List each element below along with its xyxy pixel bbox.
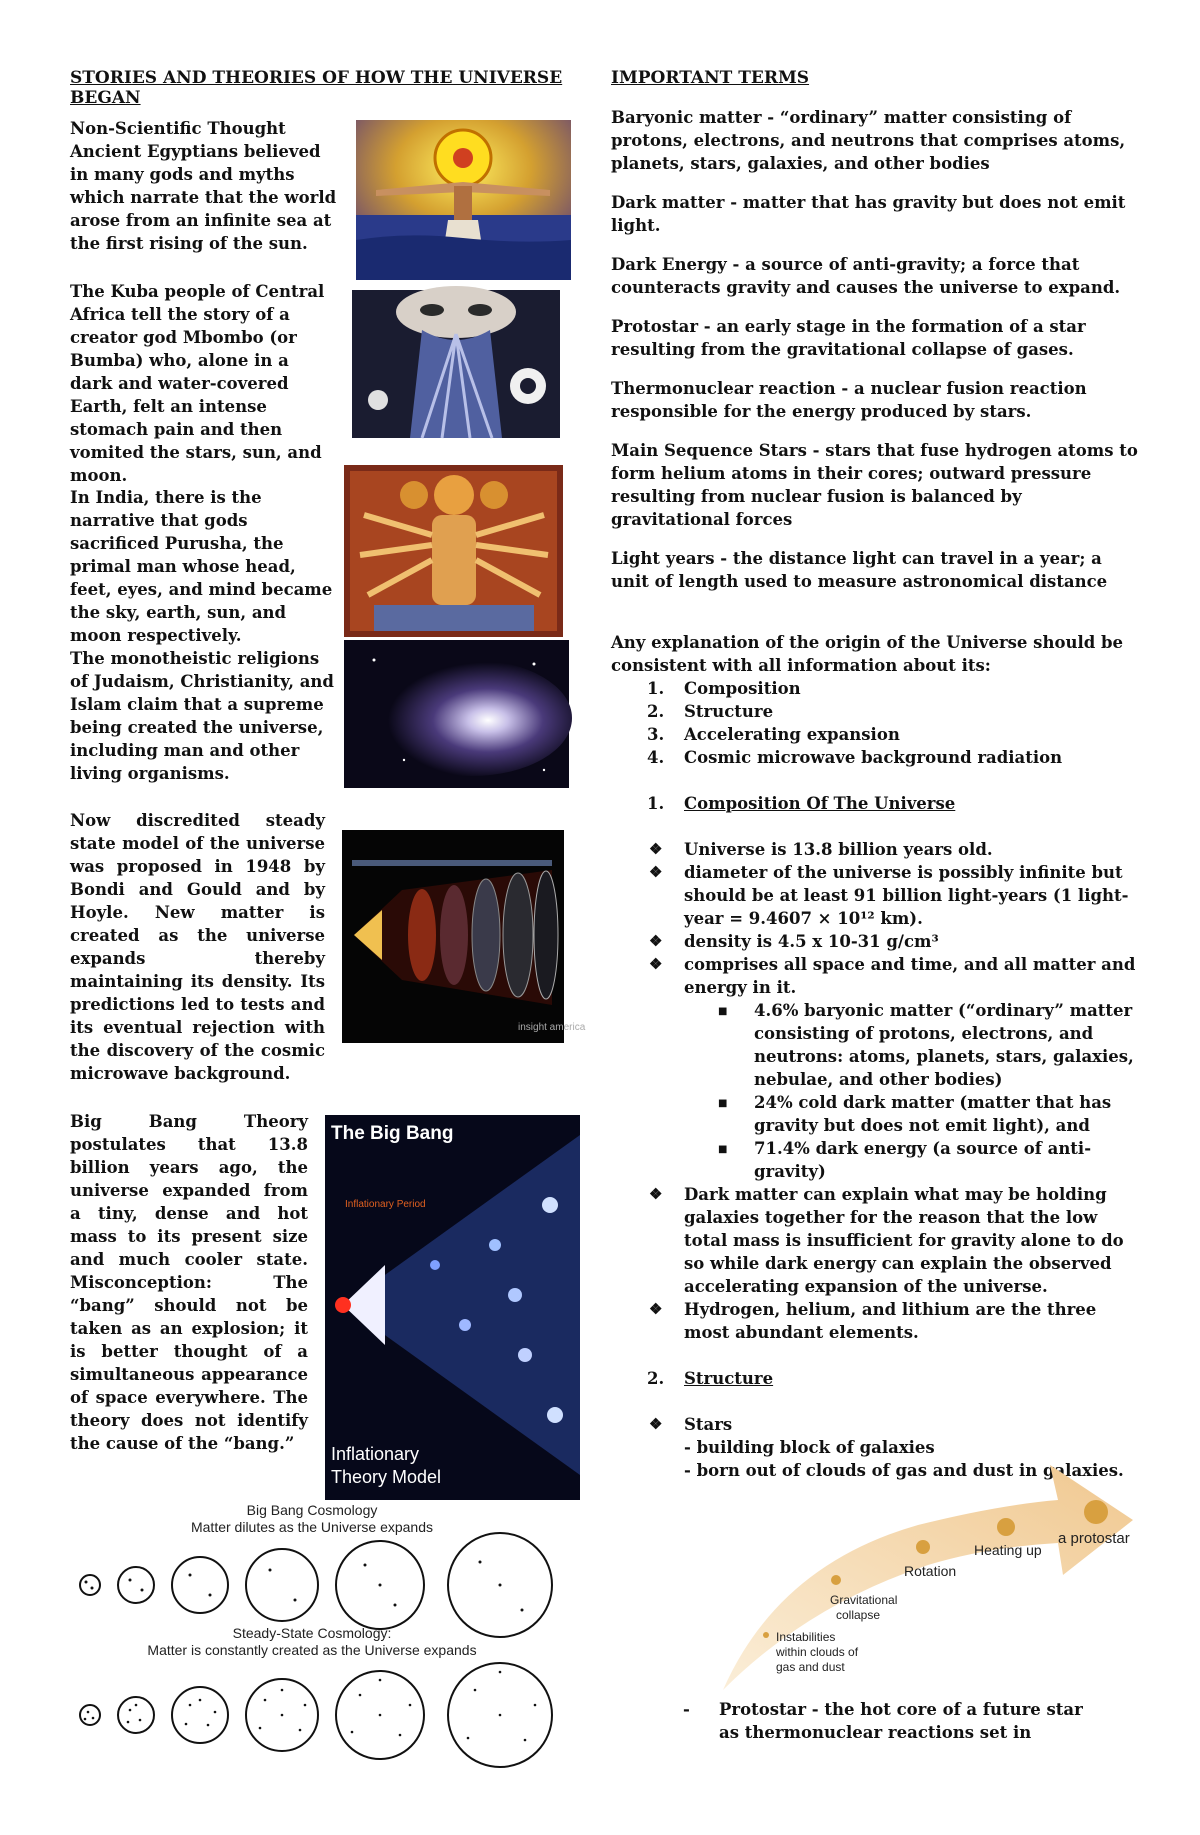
kuba-text: The Kuba people of Central Africa tell the story of a creator god Mbombo (or Bumba) who, alone in a dark and water-covered Earth, felt an intense stomach pain and then vomited the stars, sun, and moon. bbox=[70, 282, 325, 485]
arrow-step-1c: gas and dust bbox=[776, 1660, 845, 1674]
term-dark-matter: Dark matter - matter that has gravity but does not emit light. bbox=[611, 193, 1126, 235]
protostar-arrow-diagram bbox=[718, 1455, 1138, 1695]
left-heading: STORIES AND THEORIES OF HOW THE UNIVERSE BEGAN bbox=[70, 68, 563, 108]
structure-bullet: ❖ Stars bbox=[649, 1415, 733, 1434]
composition-bullet: ❖ diameter of the universe is possibly infinite but should be at least 91 billion light-years (1 light-year = 9.4607 × 10¹² km). bbox=[649, 863, 1129, 928]
protostar-note-text: Protostar - the hot core of a future star as thermonuclear reactions set in bbox=[719, 1700, 1083, 1742]
arrow-step-5: a protostar bbox=[1058, 1530, 1130, 1547]
egypt-sun-god-image bbox=[356, 120, 571, 280]
composition-bullet: ❖ comprises all space and time, and all matter and energy in it. bbox=[649, 955, 1136, 997]
egypt-text: Ancient Egyptians believed in many gods and myths which narrate that the world arose from an infinite sea at the first rising of the sun. bbox=[70, 142, 337, 253]
composition-bullet: ❖ Dark matter can explain what may be holding galaxies together for the reason that the low total mass is insufficient for gravity alone to do so while dark energy can explain the observed accelerating expansion of the universe. bbox=[649, 1185, 1124, 1296]
composition-list bbox=[611, 838, 1141, 1344]
term-thermonuclear: Thermonuclear reaction - a nuclear fusion reaction responsible for the energy produced by stars. bbox=[611, 379, 1087, 421]
steady-cosmology-sub: Matter is constantly created as the Universe expands bbox=[147, 1642, 477, 1658]
composition-subbullet: ■ 4.6% baryonic matter (“ordinary” matter consisting of protons, electrons, and neutrons: atoms, planets, stars, galaxies, nebulae, and other bodies) bbox=[718, 1001, 1134, 1089]
big-bang-caption-1: Inflationary bbox=[331, 1444, 420, 1464]
kuba-section bbox=[70, 280, 335, 487]
structure-heading: 2. Structure bbox=[647, 1369, 774, 1388]
protostar-dash: - bbox=[683, 1700, 690, 1719]
cosmology-diagram bbox=[70, 1500, 580, 1765]
steady-watermark: insight america bbox=[518, 1022, 586, 1033]
structure-line: - born out of clouds of gas and dust in galaxies. bbox=[684, 1461, 1124, 1480]
composition-subbullet: ■ 71.4% dark energy (a source of anti-gravity) bbox=[718, 1139, 1092, 1181]
galaxy-image bbox=[344, 640, 569, 788]
composition-subbullet: ■ 24% cold dark matter (matter that has gravity but does not emit light), and bbox=[718, 1093, 1112, 1135]
kuba-mbombo-image bbox=[352, 290, 560, 438]
origin-item: 1. Composition bbox=[647, 679, 801, 698]
composition-bullet: ❖ density is 4.5 x 10-31 g/cm³ bbox=[649, 932, 939, 951]
protostar-note bbox=[683, 1698, 1103, 1744]
steady-text: Now discredited steady state model of the universe was proposed in 1948 by Bondi and Gould and by Hoyle. New matter is created as the universe expands thereby maintaining its density. Its predictions led to tests and its eventual rejection with the discovery of the cosmic microwave background. bbox=[70, 811, 325, 1083]
mono-section bbox=[70, 647, 335, 785]
arrow-step-2b: collapse bbox=[836, 1608, 881, 1622]
term-protostar: Protostar - an early stage in the formation of a star resulting from the gravitational collapse of gases. bbox=[611, 317, 1086, 359]
inflationary-period-label: Inflationary Period bbox=[345, 1199, 426, 1210]
arrow-step-3: Rotation bbox=[904, 1563, 957, 1579]
origin-intro: Any explanation of the origin of the Universe should be consistent with all information about its: bbox=[611, 633, 1124, 675]
big-bang-image bbox=[325, 1115, 580, 1500]
egypt-section bbox=[70, 117, 340, 255]
arrow-step-1a: Instabilities bbox=[776, 1630, 836, 1644]
arrow-step-1b: within clouds of bbox=[776, 1645, 859, 1659]
composition-bullet: ❖ Hydrogen, helium, and lithium are the three most abundant elements. bbox=[649, 1300, 1097, 1342]
arrow-step-4: Heating up bbox=[974, 1542, 1042, 1558]
right-heading: IMPORTANT TERMS bbox=[611, 68, 810, 88]
composition-heading: 1. Composition Of The Universe bbox=[647, 794, 956, 813]
term-light-years: Light years - the distance light can travel in a year; a unit of length used to measure astronomical distance bbox=[611, 549, 1108, 591]
mono-text: The monotheistic religions of Judaism, Christianity, and Islam claim that a supreme being created the universe, including man and other living organisms. bbox=[70, 649, 334, 783]
origin-section bbox=[611, 631, 1141, 1482]
right-column bbox=[611, 68, 1141, 1482]
big-bang-cosmology-sub: Matter dilutes as the Universe expands bbox=[190, 1519, 434, 1535]
composition-bullet: ❖ Universe is 13.8 billion years old. bbox=[649, 840, 993, 859]
term-main-sequence: Main Sequence Stars - stars that fuse hydrogen atoms to form helium atoms in their cores; outward pressure resulting from nuclear fusion is balanced by gravitational forces bbox=[611, 441, 1138, 529]
bigbang-text: Big Bang Theory postulates that 13.8 billion years ago, the universe expanded from a tiny, dense and hot mass to its present size and much cooler state. Misconception: The “bang” should not be taken as an explosion; it is better thought of a simultaneous appearance of space everywhere. The theory does not identify the cause of the “bang.” bbox=[70, 1112, 308, 1453]
egypt-title: Non-Scientific Thought bbox=[70, 119, 286, 138]
term-baryonic: Baryonic matter - “ordinary” matter consisting of protons, electrons, and neutrons that comprises atoms, planets, stars, galaxies, and other bodies bbox=[611, 108, 1126, 173]
big-bang-cosmology-title: Big Bang Cosmology bbox=[246, 1502, 378, 1518]
big-bang-caption-2: Theory Model bbox=[331, 1467, 442, 1487]
steady-state-image bbox=[342, 830, 586, 1043]
india-text: In India, there is the narrative that gods sacrificed Purusha, the primal man whose head, feet, eyes, and mind became the sky, earth, sun, and moon respectively. bbox=[70, 488, 333, 645]
steady-section bbox=[70, 809, 325, 1085]
bigbang-section bbox=[70, 1110, 308, 1455]
structure-line: - building block of galaxies bbox=[684, 1438, 935, 1457]
origin-item: 3. Accelerating expansion bbox=[647, 725, 900, 744]
origin-list bbox=[611, 677, 1141, 769]
origin-item: 2. Structure bbox=[647, 702, 774, 721]
arrow-step-2a: Gravitational bbox=[830, 1593, 898, 1607]
india-section bbox=[70, 486, 335, 647]
steady-cosmology-title: Steady-State Cosmology: bbox=[232, 1625, 392, 1641]
term-dark-energy: Dark Energy - a source of anti-gravity; a force that counteracts gravity and causes the universe to expand. bbox=[611, 255, 1121, 297]
origin-item: 4. Cosmic microwave background radiation bbox=[647, 748, 1063, 767]
terms-list bbox=[611, 106, 1141, 593]
india-purusha-image bbox=[344, 465, 563, 637]
big-bang-image-title: The Big Bang bbox=[331, 1123, 454, 1144]
